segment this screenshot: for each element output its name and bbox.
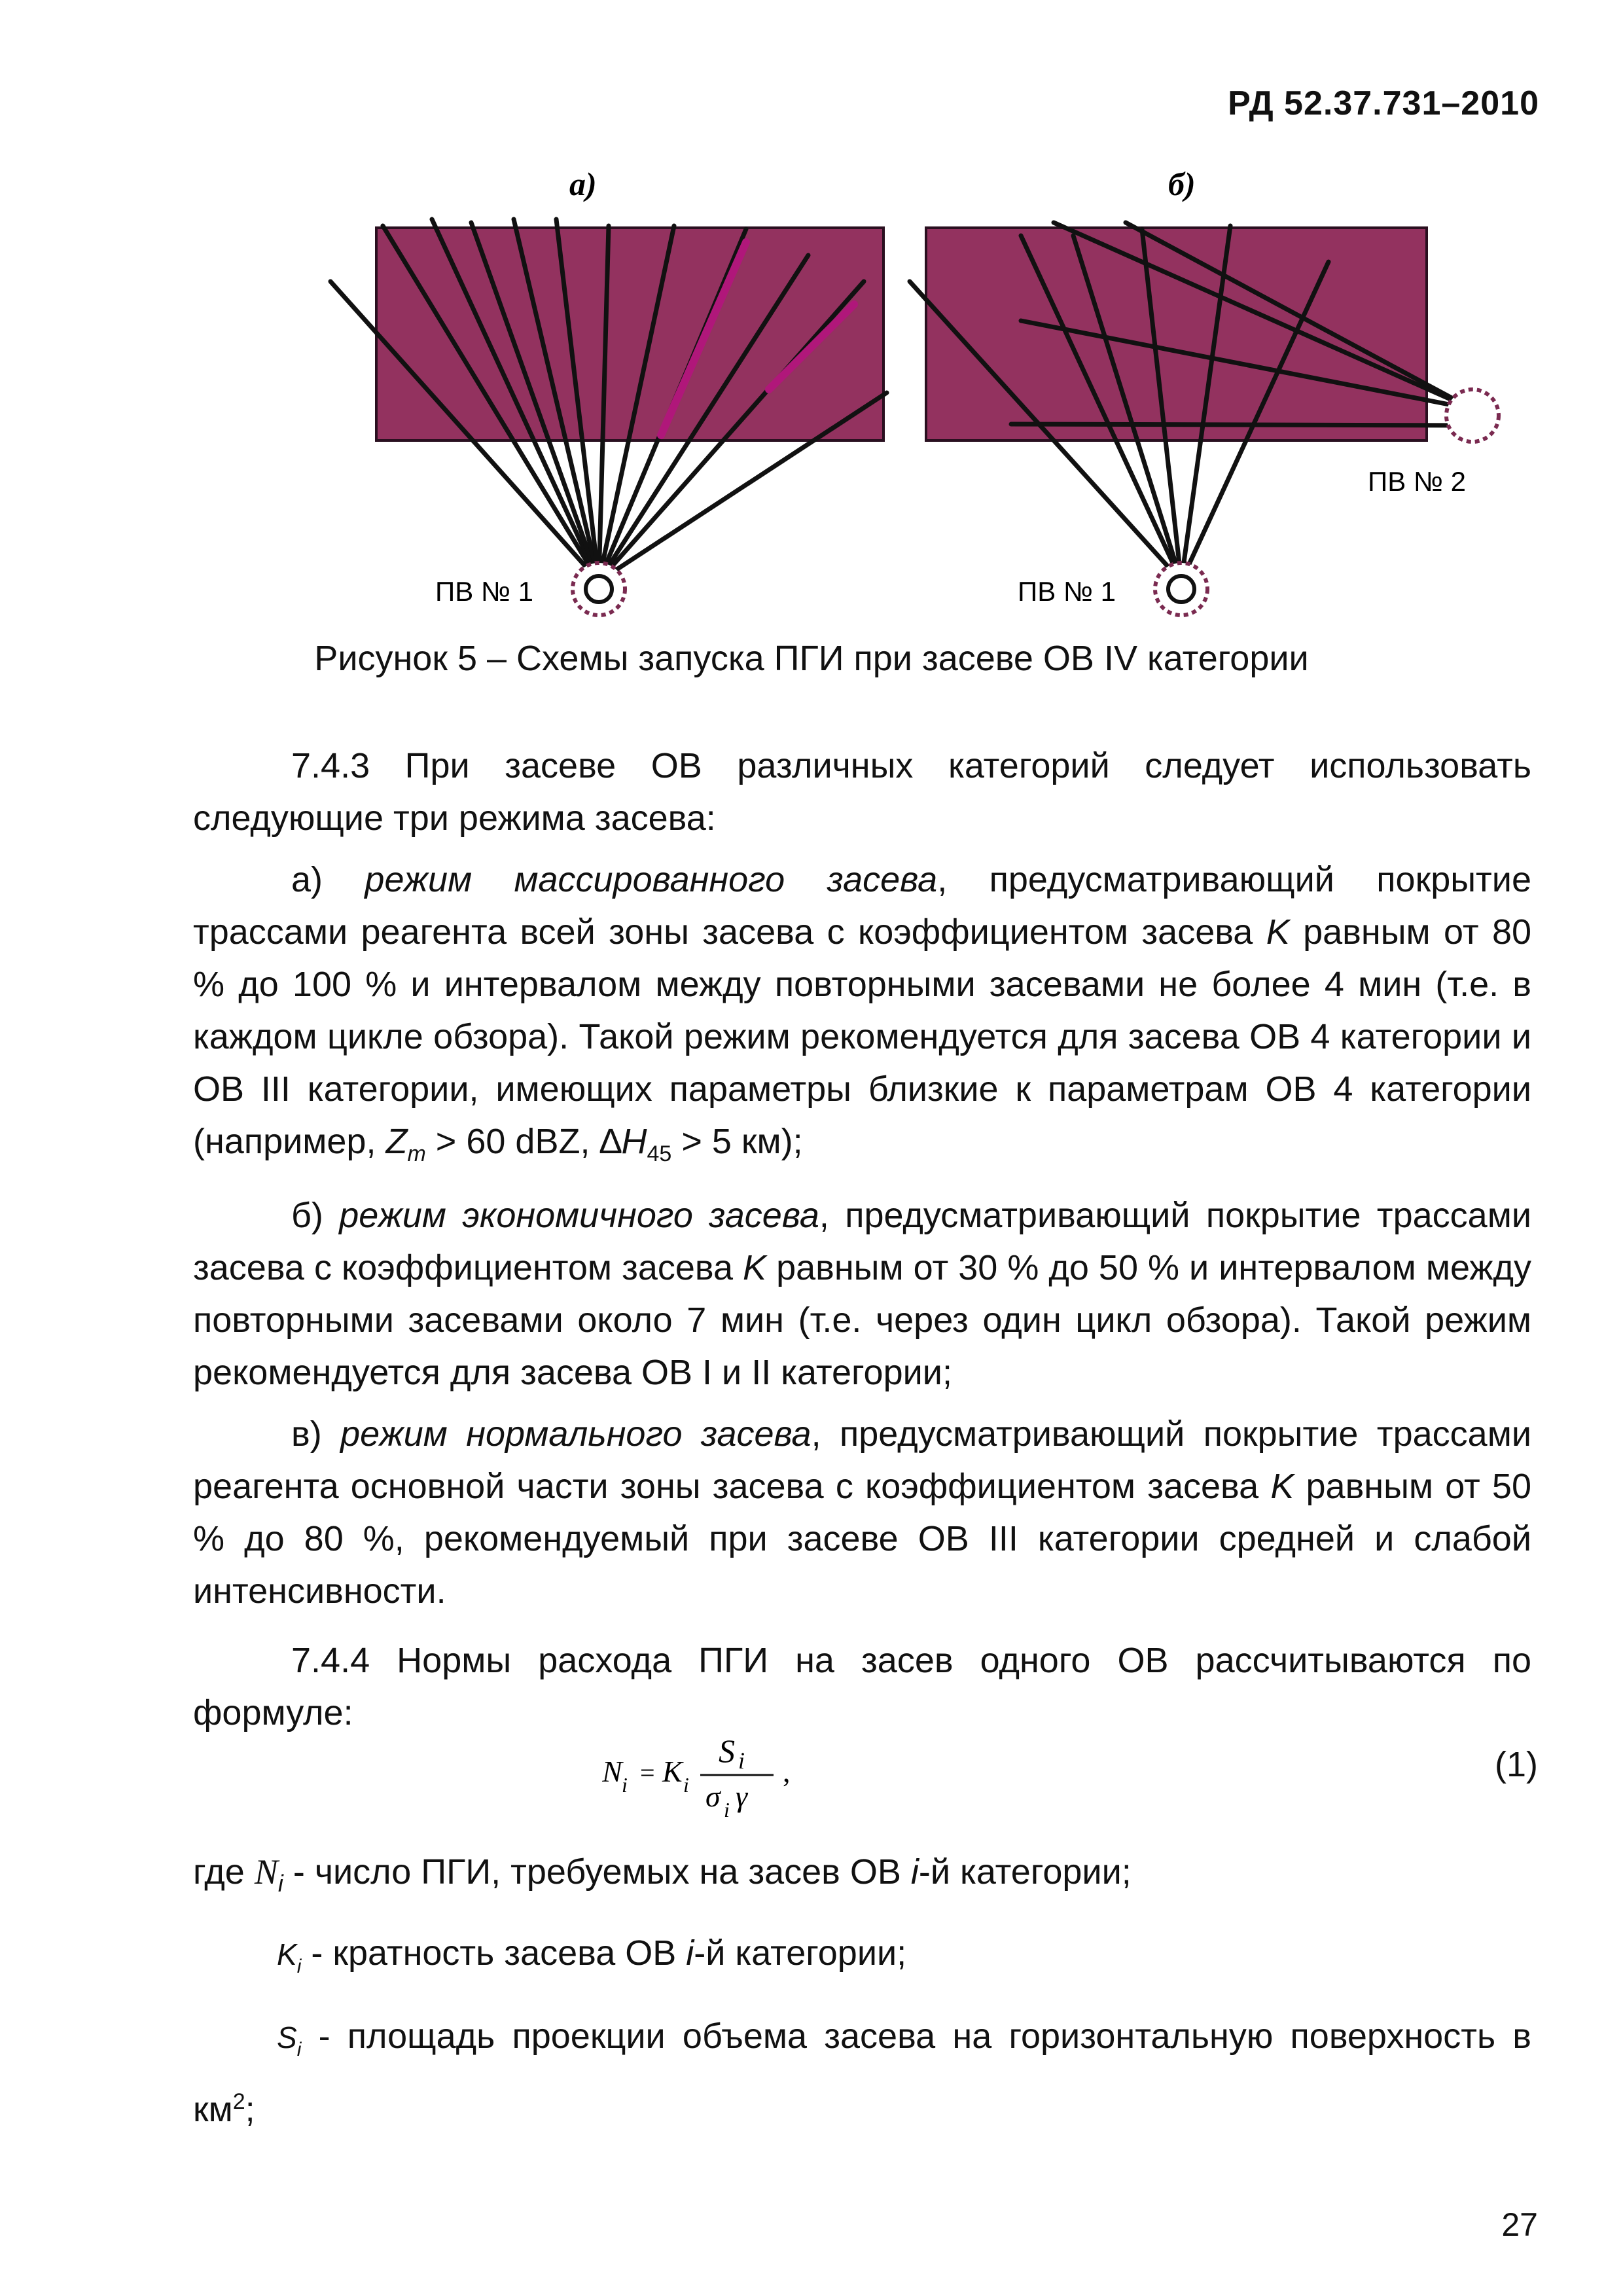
figure-caption: Рисунок 5 – Схемы запуска ПГИ при засеве ОВ IV категории bbox=[314, 639, 1309, 678]
pv1-label-b: ПВ № 1 bbox=[1018, 576, 1116, 607]
panel-a-label: а) bbox=[569, 166, 597, 202]
launch-station-pv2 bbox=[1446, 389, 1499, 442]
paragraph-7-4-4: 7.4.4 Нормы расхода ПГИ на засев одного ОВ рассчитываются по формуле: bbox=[193, 1640, 1531, 1732]
formula-gamma: γ bbox=[736, 1780, 748, 1813]
page-number: 27 bbox=[1501, 2206, 1538, 2243]
body-text bbox=[193, 740, 1531, 1748]
definition-s: $S_i$ - площадь проекции объема засева на горизонтальную поверхность в $км^2$; bbox=[193, 2016, 1531, 2130]
formula-sigma: σ bbox=[705, 1780, 721, 1813]
launch-station-pv1-a bbox=[573, 563, 625, 615]
definition-n: где $N_i$ - число ПГИ, требуемых на засев ОВ i-й категории; bbox=[193, 1852, 1132, 1897]
pv1-label-a: ПВ № 1 bbox=[435, 576, 533, 607]
paragraph-mode-b: б) режим экономичного засева, предусматривающий покрытие трассами засева с коэффициентом засева K равным от 30 % до 50 % и интервалом между повторными засевами около 7 мин (т.е. через один цикл обзора). Такой режим рекомендуется для засева ОВ I и II категории; bbox=[193, 1195, 1532, 1392]
panel-b-label: б) bbox=[1168, 166, 1196, 202]
launch-station-pv1-b bbox=[1155, 563, 1207, 615]
formula-number: (1) bbox=[1495, 1745, 1538, 1784]
definition-k: $K_i$ - кратность засева ОВ i-й категории; bbox=[277, 1933, 907, 1977]
paragraph-mode-c: в) режим нормального засева, предусматривающий покрытие трассами реагента основной части зоны засева с коэффициентом засева K равным от 50 % до 80 %, рекомендуемый при засеве ОВ III категории средней и слабой интенсивности. bbox=[193, 1414, 1531, 1611]
paragraph-mode-a: а) режим массированного засева, предусматривающий покрытие трассами реагента всей зоны засева с коэффициентом засева K равным от 80 % до 100 % и интервалом между повторными засевами не более 4 мин (т.е. в каждом цикле обзора). Такой режим рекомендуется для засева ОВ 4 категории и ОВ III категории, имеющих параметры близкие к параметрам ОВ 4 категории (например, $Z_m > 60$ dBZ, $\Delta H_{45} > 5$ км); bbox=[193, 860, 1532, 1166]
document-id: РД 52.37.731–2010 bbox=[1228, 84, 1539, 122]
formula-n-sub: i bbox=[622, 1773, 628, 1797]
seeding-zone-b bbox=[926, 228, 1427, 440]
formula-comma: , bbox=[783, 1755, 791, 1788]
variable-definitions bbox=[193, 1846, 1531, 2153]
formula-k: K bbox=[662, 1755, 683, 1788]
formula-k-sub: i bbox=[683, 1773, 689, 1797]
formula-s-sub: i bbox=[738, 1748, 745, 1774]
formula-1 bbox=[602, 1721, 812, 1826]
formula-s: S bbox=[719, 1732, 735, 1769]
formula-equals: = bbox=[640, 1758, 655, 1787]
paragraph-7-4-3: 7.4.3 При засеве ОВ различных категорий следует использовать следующие три режима засева: bbox=[193, 746, 1531, 838]
pv2-label: ПВ № 2 bbox=[1368, 466, 1466, 497]
formula-n: N bbox=[602, 1755, 622, 1788]
seeding-schemes-figure bbox=[0, 0, 1623, 655]
formula-sigma-sub: i bbox=[724, 1798, 730, 1821]
